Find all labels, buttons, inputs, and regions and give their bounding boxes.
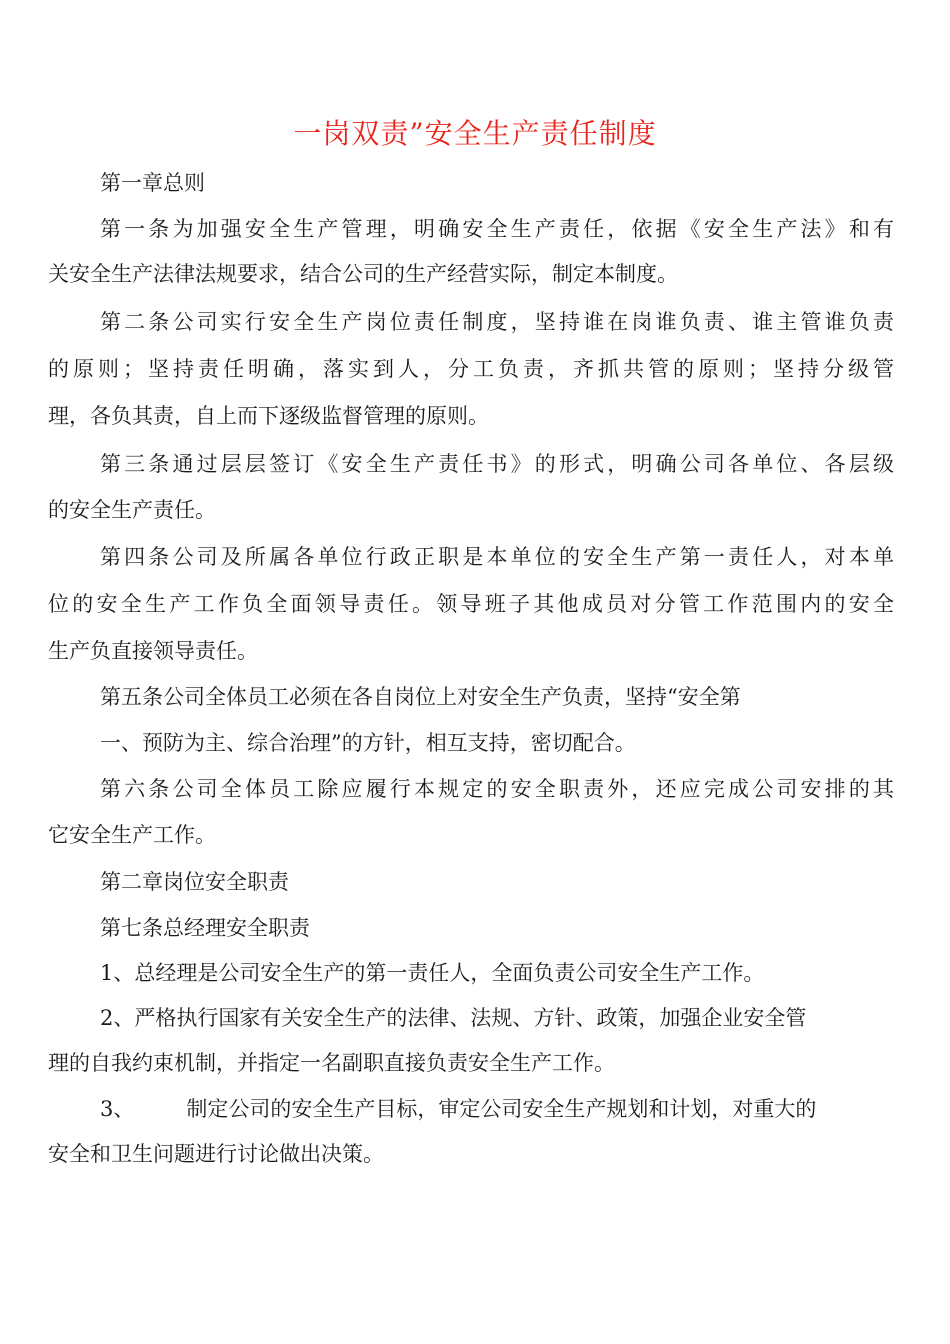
paragraph-line: 理的自我约束机制，并指定一名副职直接负责安全生产工作。 [48, 1051, 615, 1075]
paragraph-line: 一、预防为主、综合治理”的方针，相互支持，密切配合。 [100, 731, 636, 755]
paragraph-line: 它安全生产工作。 [48, 823, 216, 847]
paragraph-line: 第五条公司全体员工必须在各自岗位上对安全生产负责，坚持“安全第 [100, 685, 741, 709]
paragraph-line: 关安全生产法律法规要求，结合公司的生产经营实际，制定本制度。 [48, 262, 678, 286]
list-item: 1、总经理是公司安全生产的第一责任人，全面负责公司安全生产工作。 [100, 961, 765, 985]
list-item-number: 3、 [100, 1097, 135, 1121]
paragraph-line: 理，各负其责，自上而下逐级监督管理的原则。 [48, 404, 489, 428]
paragraph-line: 的安全生产责任。 [48, 498, 216, 522]
paragraph-line: 生产负直接领导责任。 [48, 639, 258, 663]
paragraph-line: 第六条公司全体员工除应履行本规定的安全职责外，还应完成公司安排的其 [100, 777, 894, 801]
article-heading: 第七条总经理安全职责 [100, 916, 310, 940]
paragraph-line: 位的安全生产工作负全面领导责任。领导班子其他成员对分管工作范围内的安全 [48, 592, 894, 616]
paragraph-line: 第四条公司及所属各单位行政正职是本单位的安全生产第一责任人，对本单 [100, 545, 894, 569]
paragraph-line: 第三条通过层层签订《安全生产责任书》的形式，明确公司各单位、各层级 [100, 452, 894, 476]
paragraph-line: 的原则；坚持责任明确，落实到人，分工负责，齐抓共管的原则；坚持分级管 [48, 357, 894, 381]
list-item-text: 制定公司的安全生产目标，审定公司安全生产规划和计划，对重大的 [186, 1097, 817, 1121]
list-item [100, 1094, 816, 1124]
list-item: 2、严格执行国家有关安全生产的法律、法规、方针、政策，加强企业安全管 [100, 1006, 807, 1030]
paragraph-line: 第二条公司实行安全生产岗位责任制度，坚持谁在岗谁负责、谁主管谁负责 [100, 310, 894, 334]
paragraph-line: 安全和卫生问题进行讨论做出决策。 [48, 1142, 384, 1166]
chapter-heading: 第一章总则 [100, 171, 205, 195]
paragraph-line: 第一条为加强安全生产管理，明确安全生产责任，依据《安全生产法》和有 [100, 217, 894, 241]
document-title: 一岗双责”安全生产责任制度 [293, 117, 657, 150]
chapter-heading: 第二章岗位安全职责 [100, 870, 289, 894]
